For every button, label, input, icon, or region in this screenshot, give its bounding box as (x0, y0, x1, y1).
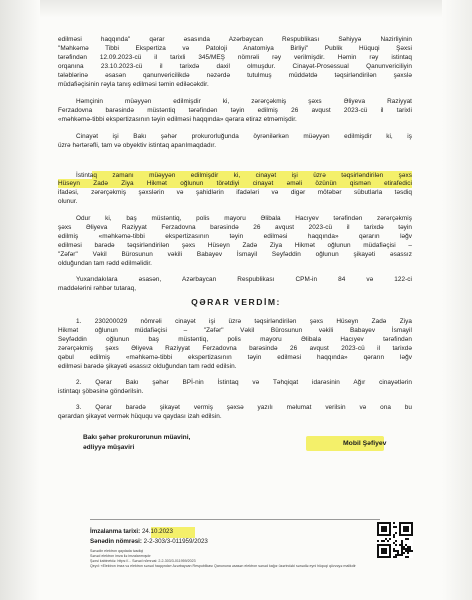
text-line: orqanına 23.10.2023-cü il tarixdə daxil olmuşdur. Cinayət-Prosessual Qanunvericiliyin (58, 63, 412, 70)
highlighted-text-line: İstintaq zamanı müəyyən edilmişdir ki, cinayət işi üzrə təqsirləndirilən şəxs (76, 172, 412, 179)
signing-date-label: İmzalanma tarixi: (90, 528, 141, 535)
text-line: tərəfindən 12.09.2023-cü il tarixli 345/MEŞ nömrəli rəy verilmişdir. Həmin rəy istintaq (58, 54, 412, 61)
resolution-line: 1. 230200029 nömrəli cinayət işi üzrə təqsirləndirilən şəxs Hüseyn Zadə Ziya (76, 318, 412, 325)
text-line: Ferzadovna barəsində müstəntiq tərəfindən təyin edilmiş 26 avqust 2023-cü il tarixli (58, 107, 412, 114)
resolution-line: Hikmət oğlunun müdafiəçisi – "Zəfər" Vəkil Bürosunun vəkili Babayev İsmayil (58, 327, 412, 334)
text-line: "Zəfər" Vəkil Bürosunun vəkili Babayev İsmayil Seyfəddin oğlunun şikayəti əsassız (58, 251, 412, 258)
text-line: müdafiəçisinin rəyla tanış edilməsi təmin ediləcəkdir. (58, 81, 209, 88)
text-line: olduğundan tam rədd edilməlidir. (58, 260, 152, 267)
decision-title: QƏRAR VERDİM: (191, 297, 281, 307)
footer-divider (90, 519, 380, 520)
signatory-position: Bakı şəhər prokurorunun müavini, (83, 434, 191, 441)
signatory-title (83, 433, 190, 453)
fine-print: Sənədin elektron qaydada təsdiqi (90, 549, 144, 553)
resolution-line: qəbul edilmiş «məhkəmə-tibbi ekspertizasının təyin edilməsi haqqında» qərarın ləğv (58, 354, 412, 361)
highlighted-text-line: Hüseyn Zadə Ziya Hikmət oğlunun törətdiyi cinayət əməli özünün qismən etirafedici (58, 180, 412, 187)
text-line: üzrə hərtərəfli, tam və obyektiv istintaq aparılmaqdadır. (58, 142, 217, 149)
resolution-line: qərardan şikayət vermək hüququ və qaydası izah edilsin. (58, 413, 222, 420)
document-number (90, 538, 208, 545)
resolution-line: zərərçəkmiş şəxs Əliyeva Raziyyat Ferzadovna barəsində 26 avqust 2023-cü il tarixdə (58, 345, 412, 352)
text-line: Cinayət işi Bakı şəhər prokurorluğunda öyrənilərkən müəyyən edilmişdir ki, iş (76, 133, 412, 140)
text-line: Yuxarıdakılara əsasən, Azərbaycan Respublikası CPM-in 84 və 122-ci (76, 276, 412, 283)
text-line: Odur ki, baş müstəntiq, polis mayoru Əlibala Hacıyev tərəfindən zərərçəkmiş (76, 215, 412, 222)
signing-date (90, 528, 173, 535)
text-line: edilməsi barədə təqsirləndirilən şəxs Hüseyn Zadə Ziya Hikmət oğlunun müdafiəçisi – (58, 242, 412, 249)
fine-print: Şəxsi kabinetdə: https://... Sənəd nömrəsi: 2-2-303/3-011959/2023 (90, 559, 196, 563)
text-line: tələblərinə əsasən qanunvericilikdə nəzərdə tutulmuş müddətdə təqsirləndirilən şəxslə (58, 72, 412, 79)
resolution-line: edilməsi barədə şikayəti əsassız olduğundan tam rədd edilsin. (58, 363, 237, 370)
signing-date-value: 24.10.2023 (141, 528, 173, 535)
text-line: ifadəsi, zərərçəkmiş şəxslərin və şahidlərin ifadələri və digər mötəbər sübutlarla təsdiq (58, 189, 412, 196)
document-number-label: Sənədin nömrəsi: (90, 538, 142, 545)
signatory-name: Mobil Şəfiyev (343, 440, 387, 447)
fine-print: Qeyd: «Elektron imza və elektron sənəd haqqında» Azərbaycan Respublikası Qanununa əsasən elektron sənəd kağız üzərindəki sənədlə eyni hüquqi qüvvəyə malikdir (90, 564, 356, 568)
resolution-line: 3. Qərar barədə şikayət vermiş şəxsə yazılı məlumat verilsin və ona bu (76, 404, 412, 411)
text-line: Həmçinin müəyyən edilmişdir ki, zərərçəkmiş şəxs Əliyeva Raziyyat (76, 98, 412, 105)
paper-fold-shadow (0, 0, 472, 18)
fine-print: Sənəd elektron imza ilə imzalanmışdır (90, 554, 151, 558)
signatory-rank: ədliyyə müşaviri (83, 444, 135, 451)
text-line: edilmiş «məhkəmə-tibbi ekspertizasının təyin edilməsi haqqında» qərarın ləğv (58, 233, 412, 240)
text-line: şəxs Əliyeva Raziyyat Ferzadovna barəsində 26 avqust 2023-cü il tarixdə təyin (58, 224, 412, 231)
text-line: olunur. (58, 198, 78, 205)
text-line: "Məhkəmə Tibbi Ekspertiza və Patoloji Anatomiya Birliyi" Publik Hüquqi Şəxsi (58, 45, 412, 52)
document-number-value: 2-2-303/3-011959/2023 (143, 538, 208, 545)
resolution-line: istintaqı şöbəsinə göndərilsin. (58, 388, 144, 395)
text-line: maddələrini rəhbər tutaraq, (58, 285, 137, 292)
resolution-line: Seyfəddin oğlunun baş müstəntiq, polis mayoru Əlibala Hacıyev tərəfindən (58, 336, 412, 343)
text-line: «məhkəmə-tibbi ekspertizasının təyin edilməsi haqqında» qərara etiraz etməmişdir. (58, 116, 297, 123)
resolution-line: 2. Qərar Bakı şəhər BPİ-nin İstintaq və Təhqiqat idarəsinin Ağır cinayətlərin (76, 379, 412, 386)
text-line: edilməsi haqqında" qərar əsasında Azərbaycan Respublikası Səhiyyə Nazirliyinin (58, 36, 412, 43)
qr-code-icon (377, 522, 413, 558)
